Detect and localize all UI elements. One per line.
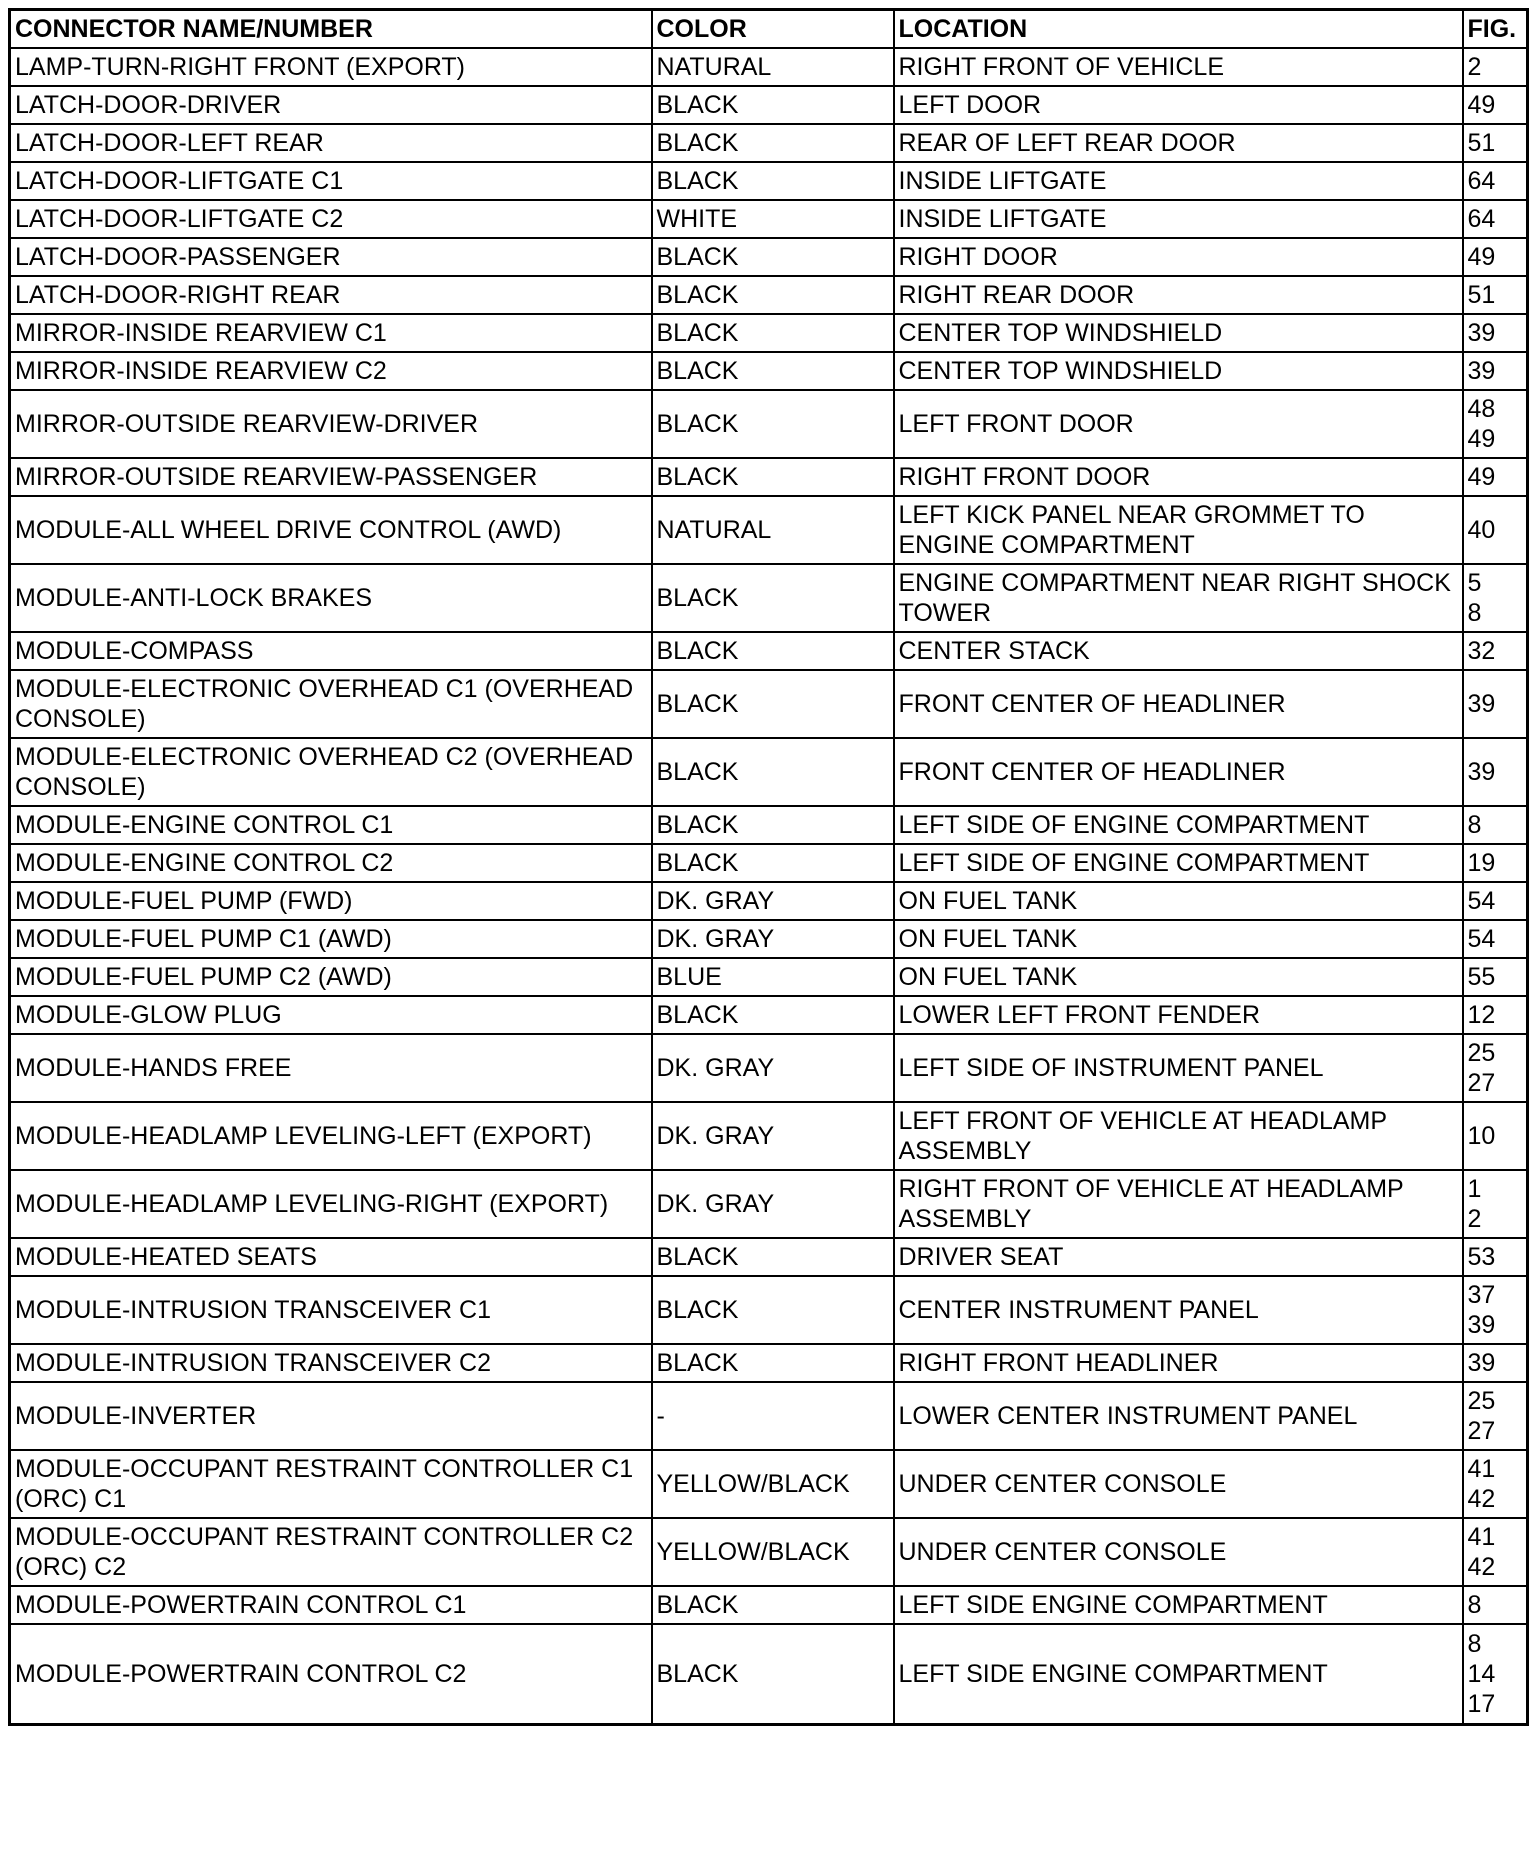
table-row bbox=[10, 738, 1528, 806]
table-body bbox=[10, 48, 1528, 1725]
color-cell: DK. GRAY bbox=[652, 1034, 894, 1102]
table-row bbox=[10, 958, 1528, 996]
fig-cell: 25 27 bbox=[1463, 1034, 1528, 1102]
connector-name-cell: LAMP-TURN-RIGHT FRONT (EXPORT) bbox=[10, 48, 652, 86]
fig-cell: 2 bbox=[1463, 48, 1528, 86]
color-cell: BLACK bbox=[652, 1586, 894, 1624]
fig-cell: 54 bbox=[1463, 920, 1528, 958]
location-cell: UNDER CENTER CONSOLE bbox=[894, 1518, 1463, 1586]
color-cell: BLUE bbox=[652, 958, 894, 996]
location-cell: FRONT CENTER OF HEADLINER bbox=[894, 670, 1463, 738]
color-cell: BLACK bbox=[652, 844, 894, 882]
connector-name-cell: LATCH-DOOR-PASSENGER bbox=[10, 238, 652, 276]
table-row bbox=[10, 1518, 1528, 1586]
fig-cell: 41 42 bbox=[1463, 1450, 1528, 1518]
connector-name-cell: MODULE-HEADLAMP LEVELING-LEFT (EXPORT) bbox=[10, 1102, 652, 1170]
location-cell: CENTER TOP WINDSHIELD bbox=[894, 352, 1463, 390]
table-row bbox=[10, 496, 1528, 564]
table-row bbox=[10, 1034, 1528, 1102]
color-cell: BLACK bbox=[652, 86, 894, 124]
header-location: LOCATION bbox=[894, 10, 1463, 49]
table-row bbox=[10, 124, 1528, 162]
fig-cell: 5 8 bbox=[1463, 564, 1528, 632]
location-cell: ON FUEL TANK bbox=[894, 882, 1463, 920]
connector-name-cell: MIRROR-INSIDE REARVIEW C2 bbox=[10, 352, 652, 390]
fig-cell: 40 bbox=[1463, 496, 1528, 564]
location-cell: REAR OF LEFT REAR DOOR bbox=[894, 124, 1463, 162]
location-cell: LEFT SIDE OF ENGINE COMPARTMENT bbox=[894, 844, 1463, 882]
fig-cell: 49 bbox=[1463, 86, 1528, 124]
fig-cell: 64 bbox=[1463, 162, 1528, 200]
color-cell: BLACK bbox=[652, 162, 894, 200]
location-cell: INSIDE LIFTGATE bbox=[894, 162, 1463, 200]
location-cell: UNDER CENTER CONSOLE bbox=[894, 1450, 1463, 1518]
table-row bbox=[10, 1238, 1528, 1276]
connector-name-cell: MODULE-GLOW PLUG bbox=[10, 996, 652, 1034]
color-cell: BLACK bbox=[652, 1624, 894, 1725]
fig-cell: 12 bbox=[1463, 996, 1528, 1034]
color-cell: YELLOW/BLACK bbox=[652, 1518, 894, 1586]
color-cell: BLACK bbox=[652, 1276, 894, 1344]
location-cell: RIGHT FRONT OF VEHICLE bbox=[894, 48, 1463, 86]
location-cell: DRIVER SEAT bbox=[894, 1238, 1463, 1276]
table-row bbox=[10, 1586, 1528, 1624]
table-row bbox=[10, 1276, 1528, 1344]
fig-cell: 19 bbox=[1463, 844, 1528, 882]
connector-name-cell: MIRROR-INSIDE REARVIEW C1 bbox=[10, 314, 652, 352]
color-cell: BLACK bbox=[652, 352, 894, 390]
location-cell: RIGHT DOOR bbox=[894, 238, 1463, 276]
connector-name-cell: MODULE-ANTI-LOCK BRAKES bbox=[10, 564, 652, 632]
color-cell: - bbox=[652, 1382, 894, 1450]
fig-cell: 8 bbox=[1463, 806, 1528, 844]
fig-cell: 51 bbox=[1463, 124, 1528, 162]
header-fig: FIG. bbox=[1463, 10, 1528, 49]
connector-name-cell: MODULE-FUEL PUMP C1 (AWD) bbox=[10, 920, 652, 958]
fig-cell: 8 14 17 bbox=[1463, 1624, 1528, 1725]
location-cell: LOWER LEFT FRONT FENDER bbox=[894, 996, 1463, 1034]
location-cell: LEFT SIDE ENGINE COMPARTMENT bbox=[894, 1586, 1463, 1624]
connector-name-cell: MODULE-INVERTER bbox=[10, 1382, 652, 1450]
table-row bbox=[10, 86, 1528, 124]
connector-name-cell: MODULE-INTRUSION TRANSCEIVER C2 bbox=[10, 1344, 652, 1382]
fig-cell: 10 bbox=[1463, 1102, 1528, 1170]
table-row bbox=[10, 276, 1528, 314]
table-header bbox=[10, 10, 1528, 49]
fig-cell: 54 bbox=[1463, 882, 1528, 920]
table-row bbox=[10, 238, 1528, 276]
fig-cell: 39 bbox=[1463, 670, 1528, 738]
table-row bbox=[10, 390, 1528, 458]
connector-name-cell: MODULE-OCCUPANT RESTRAINT CONTROLLER C2 (ORC) C2 bbox=[10, 1518, 652, 1586]
color-cell: DK. GRAY bbox=[652, 882, 894, 920]
connector-name-cell: LATCH-DOOR-DRIVER bbox=[10, 86, 652, 124]
fig-cell: 51 bbox=[1463, 276, 1528, 314]
table-row bbox=[10, 1450, 1528, 1518]
location-cell: INSIDE LIFTGATE bbox=[894, 200, 1463, 238]
connector-name-cell: MODULE-FUEL PUMP (FWD) bbox=[10, 882, 652, 920]
location-cell: LEFT KICK PANEL NEAR GROMMET TO ENGINE COMPARTMENT bbox=[894, 496, 1463, 564]
location-cell: CENTER INSTRUMENT PANEL bbox=[894, 1276, 1463, 1344]
table-row bbox=[10, 564, 1528, 632]
location-cell: RIGHT FRONT DOOR bbox=[894, 458, 1463, 496]
connector-name-cell: MODULE-OCCUPANT RESTRAINT CONTROLLER C1 (ORC) C1 bbox=[10, 1450, 652, 1518]
connector-name-cell: MODULE-ALL WHEEL DRIVE CONTROL (AWD) bbox=[10, 496, 652, 564]
color-cell: DK. GRAY bbox=[652, 920, 894, 958]
fig-cell: 41 42 bbox=[1463, 1518, 1528, 1586]
connector-name-cell: MODULE-ELECTRONIC OVERHEAD C1 (OVERHEAD CONSOLE) bbox=[10, 670, 652, 738]
fig-cell: 49 bbox=[1463, 458, 1528, 496]
table-row bbox=[10, 48, 1528, 86]
connector-name-cell: MODULE-ELECTRONIC OVERHEAD C2 (OVERHEAD CONSOLE) bbox=[10, 738, 652, 806]
color-cell: BLACK bbox=[652, 632, 894, 670]
location-cell: ON FUEL TANK bbox=[894, 958, 1463, 996]
location-cell: FRONT CENTER OF HEADLINER bbox=[894, 738, 1463, 806]
location-cell: LEFT FRONT DOOR bbox=[894, 390, 1463, 458]
connector-name-cell: LATCH-DOOR-LIFTGATE C1 bbox=[10, 162, 652, 200]
connector-name-cell: MODULE-ENGINE CONTROL C1 bbox=[10, 806, 652, 844]
color-cell: BLACK bbox=[652, 670, 894, 738]
location-cell: ON FUEL TANK bbox=[894, 920, 1463, 958]
fig-cell: 49 bbox=[1463, 238, 1528, 276]
connector-name-cell: MODULE-HEADLAMP LEVELING-RIGHT (EXPORT) bbox=[10, 1170, 652, 1238]
fig-cell: 48 49 bbox=[1463, 390, 1528, 458]
color-cell: BLACK bbox=[652, 124, 894, 162]
color-cell: DK. GRAY bbox=[652, 1170, 894, 1238]
table-row bbox=[10, 806, 1528, 844]
color-cell: BLACK bbox=[652, 738, 894, 806]
table-row bbox=[10, 882, 1528, 920]
location-cell: LEFT DOOR bbox=[894, 86, 1463, 124]
connector-name-cell: MODULE-INTRUSION TRANSCEIVER C1 bbox=[10, 1276, 652, 1344]
color-cell: NATURAL bbox=[652, 48, 894, 86]
table-row bbox=[10, 996, 1528, 1034]
connector-name-cell: LATCH-DOOR-LIFTGATE C2 bbox=[10, 200, 652, 238]
location-cell: RIGHT FRONT OF VEHICLE AT HEADLAMP ASSEMBLY bbox=[894, 1170, 1463, 1238]
color-cell: YELLOW/BLACK bbox=[652, 1450, 894, 1518]
fig-cell: 64 bbox=[1463, 200, 1528, 238]
fig-cell: 39 bbox=[1463, 1344, 1528, 1382]
location-cell: LEFT SIDE ENGINE COMPARTMENT bbox=[894, 1624, 1463, 1725]
fig-cell: 53 bbox=[1463, 1238, 1528, 1276]
table-row bbox=[10, 1102, 1528, 1170]
color-cell: DK. GRAY bbox=[652, 1102, 894, 1170]
location-cell: CENTER STACK bbox=[894, 632, 1463, 670]
table-row bbox=[10, 162, 1528, 200]
connector-location-table bbox=[8, 8, 1529, 1726]
fig-cell: 25 27 bbox=[1463, 1382, 1528, 1450]
fig-cell: 39 bbox=[1463, 352, 1528, 390]
connector-name-cell: MODULE-HEATED SEATS bbox=[10, 1238, 652, 1276]
table-row bbox=[10, 352, 1528, 390]
table-row bbox=[10, 314, 1528, 352]
table-row bbox=[10, 458, 1528, 496]
connector-name-cell: MIRROR-OUTSIDE REARVIEW-DRIVER bbox=[10, 390, 652, 458]
table-row bbox=[10, 1382, 1528, 1450]
fig-cell: 1 2 bbox=[1463, 1170, 1528, 1238]
fig-cell: 55 bbox=[1463, 958, 1528, 996]
color-cell: WHITE bbox=[652, 200, 894, 238]
color-cell: BLACK bbox=[652, 276, 894, 314]
table-row bbox=[10, 632, 1528, 670]
header-row bbox=[10, 10, 1528, 49]
color-cell: BLACK bbox=[652, 390, 894, 458]
connector-name-cell: LATCH-DOOR-LEFT REAR bbox=[10, 124, 652, 162]
table-row bbox=[10, 1170, 1528, 1238]
color-cell: BLACK bbox=[652, 1344, 894, 1382]
table-row bbox=[10, 1624, 1528, 1725]
fig-cell: 39 bbox=[1463, 738, 1528, 806]
location-cell: RIGHT FRONT HEADLINER bbox=[894, 1344, 1463, 1382]
connector-name-cell: MODULE-HANDS FREE bbox=[10, 1034, 652, 1102]
table-row bbox=[10, 670, 1528, 738]
fig-cell: 32 bbox=[1463, 632, 1528, 670]
connector-name-cell: MODULE-POWERTRAIN CONTROL C2 bbox=[10, 1624, 652, 1725]
color-cell: NATURAL bbox=[652, 496, 894, 564]
connector-name-cell: MIRROR-OUTSIDE REARVIEW-PASSENGER bbox=[10, 458, 652, 496]
connector-table-page bbox=[8, 8, 1526, 1726]
fig-cell: 37 39 bbox=[1463, 1276, 1528, 1344]
color-cell: BLACK bbox=[652, 996, 894, 1034]
table-row bbox=[10, 200, 1528, 238]
connector-name-cell: MODULE-POWERTRAIN CONTROL C1 bbox=[10, 1586, 652, 1624]
fig-cell: 39 bbox=[1463, 314, 1528, 352]
table-row bbox=[10, 920, 1528, 958]
table-row bbox=[10, 1344, 1528, 1382]
color-cell: BLACK bbox=[652, 314, 894, 352]
color-cell: BLACK bbox=[652, 564, 894, 632]
location-cell: ENGINE COMPARTMENT NEAR RIGHT SHOCK TOWER bbox=[894, 564, 1463, 632]
header-color: COLOR bbox=[652, 10, 894, 49]
location-cell: LEFT SIDE OF INSTRUMENT PANEL bbox=[894, 1034, 1463, 1102]
location-cell: LEFT FRONT OF VEHICLE AT HEADLAMP ASSEMBLY bbox=[894, 1102, 1463, 1170]
location-cell: LEFT SIDE OF ENGINE COMPARTMENT bbox=[894, 806, 1463, 844]
connector-name-cell: MODULE-ENGINE CONTROL C2 bbox=[10, 844, 652, 882]
color-cell: BLACK bbox=[652, 1238, 894, 1276]
color-cell: BLACK bbox=[652, 458, 894, 496]
connector-name-cell: LATCH-DOOR-RIGHT REAR bbox=[10, 276, 652, 314]
color-cell: BLACK bbox=[652, 806, 894, 844]
connector-name-cell: MODULE-COMPASS bbox=[10, 632, 652, 670]
header-connector-name: CONNECTOR NAME/NUMBER bbox=[10, 10, 652, 49]
table-row bbox=[10, 844, 1528, 882]
color-cell: BLACK bbox=[652, 238, 894, 276]
location-cell: CENTER TOP WINDSHIELD bbox=[894, 314, 1463, 352]
fig-cell: 8 bbox=[1463, 1586, 1528, 1624]
location-cell: RIGHT REAR DOOR bbox=[894, 276, 1463, 314]
location-cell: LOWER CENTER INSTRUMENT PANEL bbox=[894, 1382, 1463, 1450]
connector-name-cell: MODULE-FUEL PUMP C2 (AWD) bbox=[10, 958, 652, 996]
